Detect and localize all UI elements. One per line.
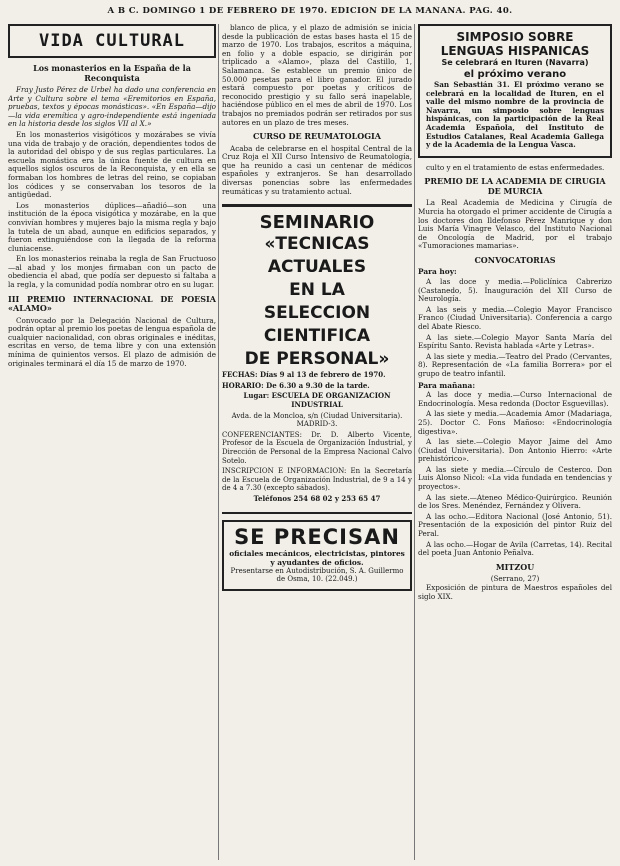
article-paragraph: En los monasterios reinaba la regla de San Fructuoso—al abad y los monjes firmaban con un pacto de obediencia el abad, que podía ser depuesto si faltaba a la regla, y la comunidad podía nombrar otro en su lugar. <box>8 254 216 290</box>
simposio-subtitle: el próximo verano <box>463 69 567 80</box>
seminar-phones: Teléfonos 254 68 02 y 253 65 47 <box>253 493 381 503</box>
article-title: CONVOCATORIAS <box>474 254 556 265</box>
article-lead: Fray Justo Pérez de Urbel ha dado una conferencia en Arte y Cultura sobre el tema «Eremitorios en España, pruebas, textos y épocas monásticas». «En España—dijo—la vida eremítica y agro-independiente está ingeniada en la historia desde los siglos VII al X.» <box>8 85 216 129</box>
job-ad-text: oficiales mecánicos, electricistas, pintores y ayudantes de oficios. <box>229 548 405 567</box>
list-item: A las siete.—Colegio Mayor Santa María del Espíritu Santo. Revista hablada «Arte y Letras». <box>418 332 612 351</box>
job-ad <box>222 520 412 591</box>
mitzou-address: (Serrano, 27) <box>490 574 540 584</box>
article-paragraph: Los monasterios dúplices—añadió—son una institución de la época visigótica y mozárabe, en la que convivían hombres y mujeres bajo la misma regla y bajo la tutela de un abad, aunque en edificios separados, y fueron extinguiéndose con la llegada de la reforma cluniacense. <box>8 200 216 253</box>
job-ad-contact: Presentarse en Autodistribución, S. A. Guillermo de Osma, 10. (22.049.) <box>230 566 404 584</box>
list-item: A las ocho.—Editora Nacional (José Antonio, 51). Presentación de la exposición del pintor Ruiz del Peral. <box>418 511 612 539</box>
article-title: MITZOU <box>495 561 535 572</box>
section-title: VIDA CULTURAL <box>8 24 216 58</box>
article-paragraph: Exposición de pintura de Maestros españoles del siglo XIX. <box>418 582 612 601</box>
column-divider <box>414 24 415 860</box>
seminar-address: Avda. de la Moncloa, s/n (Ciudad Universitaria). MADRID-3. <box>231 411 403 429</box>
article-title: III PREMIO INTERNACIONAL DE POESIA «ALAMO» <box>8 293 216 314</box>
article-title: Los monasterios en la España de la Reconquista <box>33 63 191 83</box>
simposio-body: San Sebastián 31. El próximo verano se celebrará en la localidad de Ituren, en el valle del mismo nombre de la provincia de Navarra, un simposio sobre lenguas hispánicas, con la participación de la Real Academia Española, del Instituto de Estudios Catalanes, Real Academia Gallega y de la Academia de la Lengua Vasca. <box>426 80 604 150</box>
seminar-title: EN LA <box>289 280 345 301</box>
simposio-subtitle: Se celebrará en Ituren (Navarra) <box>441 58 589 67</box>
list-item: A las siete.—Colegio Mayor Jaime del Amo (Ciudad Universitaria). Don Antonio Hierro: «Arte prehistórico». <box>418 437 612 464</box>
article-title: PREMIO DE LA ACADEMIA DE CIRUGIA DE MURCIA <box>424 176 606 196</box>
seminar-place: Lugar: ESCUELA DE ORGANIZACION INDUSTRIAL <box>243 391 391 409</box>
article-paragraph: En los monasterios visigóticos y mozárabes se vivía una vida de trabajo y de oración, dependientes todos de la autoridad del obispo y de sus reglas particulares. La escuela monástica era la única fuente de cultura en aquellos siglos oscuros de la Reconquista, y en ella se formaban los hombres de letras del reino, se copiaban los códices y se conservaban los tesoros de la antigüedad. <box>8 129 216 200</box>
list-item: A las doce y media.—Policlínica Cabrerizo (Castanedo, 5). Inauguración del XII Curso de Neurología. <box>418 277 612 304</box>
article-paragraph: blanco de plica, y el plazo de admisión se inicia desde la publicación de estas bases hasta el 15 de marzo de 1970. Los trabajos, escritos a máquina, en folio y a doble espacio, se dirigirán por triplicado a «Alamo», plaza del Castillo, 1, Salamanca. Se establece un premio único de 50.000 pesetas para el libro ganador. El jurado estará compuesto por poetas y críticos de reconocido prestigio y su fallo será inapelable, haciéndose público en el mes de abril de 1970. Los trabajos no premiados podrán ser retirados por sus autores en un plazo de tres meses. <box>222 24 412 127</box>
list-item: A las siete.—Ateneo Médico-Quirúrgico. Reunión de los Sres. Menéndez, Fernández y Olivera. <box>418 492 612 511</box>
convocatorias-list <box>418 391 612 558</box>
column-right <box>418 24 612 860</box>
list-item: A las doce y media.—Curso Internacional de Endocrinología. Mesa redonda (Doctor Esguevillas). <box>418 390 612 408</box>
seminar-dates: FECHAS: Días 9 al 13 de febrero de 1970. <box>222 370 386 380</box>
seminar-hours: HORARIO: De 6.30 a 9.30 de la tarde. <box>222 380 370 390</box>
seminar-title: DE PERSONAL» <box>244 349 390 370</box>
seminar-speakers: CONFERENCIANTES: Dr. D. Alberto Vicente, Profesor de la Escuela de Organización Industrial, y Dirección de Personal de la Empresa Nacional Calvo Sotelo. <box>222 430 412 465</box>
column-left <box>8 24 216 860</box>
article-title: CURSO DE REUMATOLOGIA <box>253 131 381 142</box>
subheading: Para hoy: <box>418 267 457 277</box>
seminar-info: INSCRIPCION E INFORMACION: En la Secretaría de la Escuela de Organización Industrial, de 9 a 14 y de 4 a 7.30 (excepto sábados). <box>222 467 412 493</box>
list-item: A las siete y media.—Academia Amor (Madariaga, 25). Doctor C. Fons Mañoso: «Endocrinología digestiva». <box>418 409 612 436</box>
subheading: Para mañana: <box>418 380 476 390</box>
list-item: A las siete y media.—Círculo de Cesterco. Don Luis Alonso Nicol: «La vida fundada en tendencias y proyectos». <box>418 464 612 492</box>
list-item: A las seis y media.—Colegio Mayor Francisco Franco (Ciudad Universitaria). Conferencia a cargo del Abate Riesco. <box>418 304 612 331</box>
list-item: A las ocho.—Hogar de Avila (Carretas, 14). Recital del poeta Juan Antonio Peñalva. <box>418 539 612 558</box>
seminar-title: «TECNICAS ACTUALES <box>264 234 370 278</box>
seminar-title: SELECCION CIENTIFICA <box>263 303 371 347</box>
simposio-box <box>418 24 612 158</box>
job-ad-title: SE PRECISAN <box>234 524 400 549</box>
convocatorias-list <box>418 278 612 379</box>
page-header: A B C. DOMINGO 1 DE FEBRERO DE 1970. EDICION DE LA MAÑANA. PAG. 40. <box>107 6 513 16</box>
article-paragraph: Convocado por la Delegación Nacional de Cultura, podrán optar al premio los poetas de lengua española de cualquier nacionalidad, con obras originales e inéditas, escritas en verso, de tema libre y con una extensión mínima de quinientos versos. El plazo de admisión de originales terminará el día 15 de marzo de 1970. <box>8 315 216 368</box>
list-item: A las siete y media.—Teatro del Prado (Cervantes, 8). Representación de «La familia Borrera» por el grupo de teatro infantil. <box>418 351 612 378</box>
article-paragraph: La Real Academia de Medicina y Cirugía de Murcia ha otorgado el primer accidente de Cirugía a los doctores don Ildefonso Pérez Manrique y don Luis María Vinagre Velasco, del Instituto Nacional de Oncología de Madrid, por el trabajo «Tumoraciones mamarias». <box>418 198 612 251</box>
column-middle <box>222 24 412 860</box>
article-paragraph: culto y en el tratamiento de estas enfermedades. <box>426 162 605 172</box>
seminar-label: SEMINARIO <box>259 212 375 234</box>
simposio-title: SIMPOSIO SOBRE LENGUAS HISPANICAS <box>440 30 590 58</box>
seminar-ad <box>222 204 412 513</box>
column-divider <box>218 24 219 860</box>
article-paragraph: Acaba de celebrarse en el hospital Central de la Cruz Roja el XII Curso Intensivo de Reumatología, que ha reunido a casi un centenar de médicos españoles y extranjeros. Se han desarrollado diversas ponencias sobre las enfermedades reumáticas y su tratamiento actual. <box>222 143 412 196</box>
